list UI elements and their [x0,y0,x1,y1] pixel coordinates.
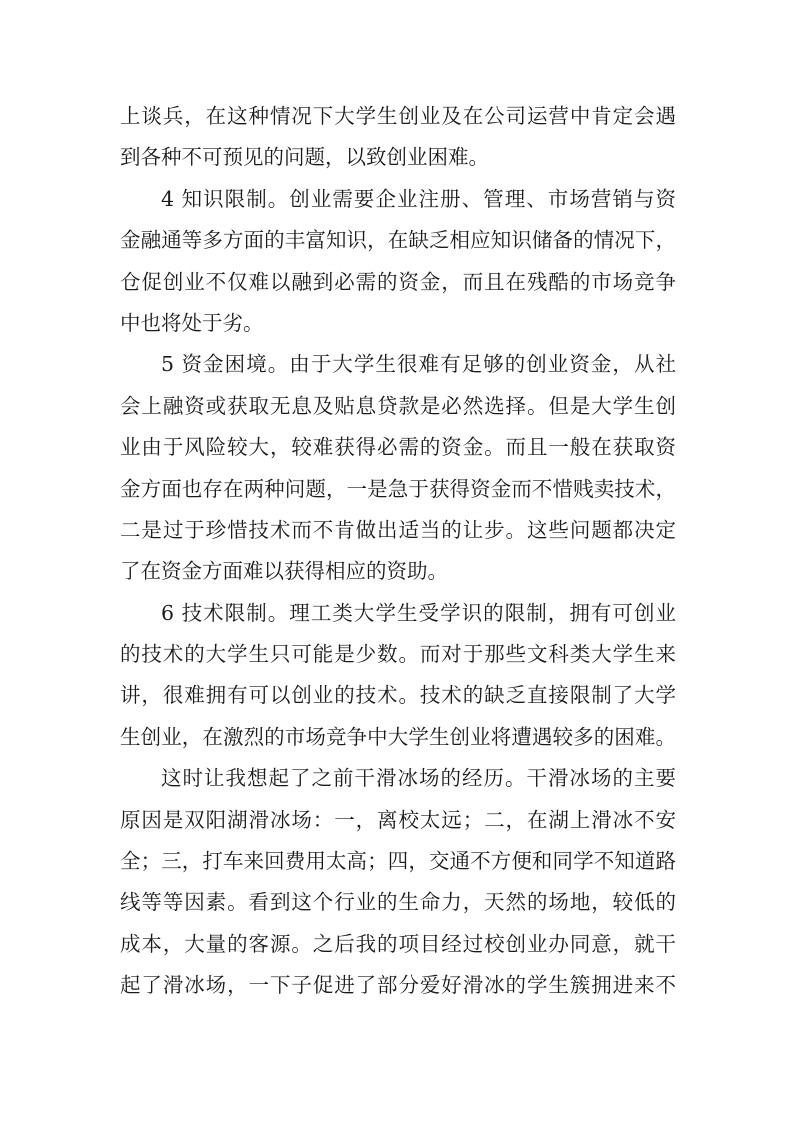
text-line: 5 资金困境。由于大学生很难有足够的创业资金，从社 [161,352,676,377]
text-line: 成本，大量的客源。之后我的项目经过校创业办同意，就干 [120,931,676,956]
text-line: 仓促创业不仅难以融到必需的资金，而且在残酷的市场竞争 [120,269,676,294]
text-line: 起了滑冰场，一下子促进了部分爱好滑冰的学生簇拥进来不 [120,973,676,998]
text-line: 到各种不可预见的问题，以致创业困难。 [120,145,489,170]
text-line: 金方面也存在两种问题，一是急于获得资金而不惜贱卖技术， [120,476,676,501]
text-line: 二是过于珍惜技术而不肯做出适当的让步。这些问题都决定 [120,517,676,542]
text-line: 了在资金方面难以获得相应的资助。 [120,559,448,584]
text-line: 中也将处于劣。 [120,310,264,335]
document-body [120,96,676,1007]
text-line: 6 技术限制。理工类大学生受学识的限制，拥有可创业 [161,600,676,625]
text-line: 这时让我想起了之前干滑冰场的经历。干滑冰场的主要 [161,766,676,791]
text-line: 生创业，在激烈的市场竞争中大学生创业将遭遇较多的困难。 [120,724,676,749]
text-line: 上谈兵，在这种情况下大学生创业及在公司运营中肯定会遇 [120,104,676,128]
text-line: 原因是双阳湖滑冰场：一，离校太远；二，在湖上滑冰不安 [120,807,676,832]
text-line: 的技术的大学生只可能是少数。而对于那些文科类大学生来 [120,642,676,667]
text-line: 业由于风险较大，较难获得必需的资金。而且一般在获取资 [120,435,676,460]
text-line: 4 知识限制。创业需要企业注册、管理、市场营销与资 [161,186,676,211]
text-line: 全；三，打车来回费用太高；四，交通不方便和同学不知道路 [120,849,676,874]
text-line: 讲，很难拥有可以创业的技术。技术的缺乏直接限制了大学 [120,683,676,708]
text-line: 线等等因素。看到这个行业的生命力，天然的场地，较低的 [120,890,676,915]
text-line: 金融通等多方面的丰富知识，在缺乏相应知识储备的情况下， [120,228,676,253]
text-line: 会上融资或获取无息及贴息贷款是必然选择。但是大学生创 [120,393,676,418]
